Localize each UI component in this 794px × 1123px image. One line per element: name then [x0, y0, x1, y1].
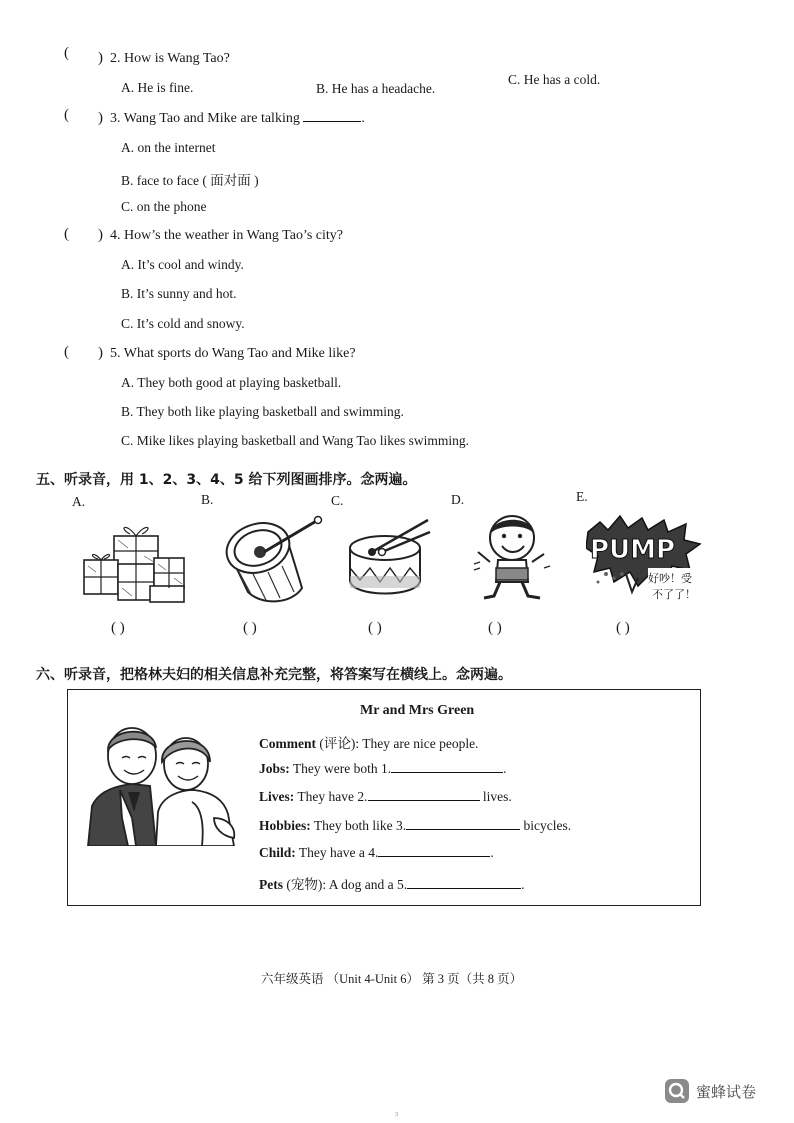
drum-icon	[218, 514, 324, 604]
answer-paren-close: )	[98, 50, 103, 66]
section-6-title: 六、听录音，把格林夫妇的相关信息补充完整，将答案写在横线上。念两遍。	[36, 667, 512, 683]
question-stem: 2. How is Wang Tao?	[110, 51, 230, 66]
answer-paren-close: )	[98, 110, 103, 126]
picture-label-b: B.	[201, 492, 214, 507]
gift-boxes-icon	[78, 518, 190, 606]
question-stem: 3. Wang Tao and Mike are talking .	[110, 111, 365, 126]
answer-paren-close: )	[98, 345, 103, 361]
order-answer-d[interactable]: ( )	[488, 620, 502, 636]
option-b: B. face to face ( 面对面 )	[121, 173, 259, 188]
info-child: Child: They have a 4. .	[259, 845, 494, 860]
option-b: B. He has a headache.	[316, 81, 436, 96]
option-a: A. on the internet	[121, 140, 216, 155]
couple-illustration-icon	[84, 722, 240, 846]
info-jobs: Jobs: They were both 1. .	[259, 761, 507, 776]
picture-label-d: D.	[451, 492, 465, 507]
answer-blank-1[interactable]	[391, 771, 503, 773]
bee-logo-icon	[664, 1078, 690, 1104]
order-answer-c[interactable]: ( )	[368, 620, 382, 636]
info-lives: Lives: They have 2. lives.	[259, 789, 512, 804]
noise-text-2: 不了了！	[652, 588, 696, 601]
option-c: C. on the phone	[121, 199, 207, 214]
pump-word: PUMP	[590, 535, 676, 565]
answer-paren-open: (	[64, 226, 69, 242]
answer-paren-open: (	[64, 107, 69, 123]
page-footer: 六年级英语 （Unit 4-Unit 6） 第 3 页（共 8 页）	[261, 972, 523, 986]
pump-noise-icon	[586, 512, 704, 604]
box-title: Mr and Mrs Green	[360, 703, 475, 718]
info-comment: Comment (评论): They are nice people.	[259, 736, 479, 751]
order-answer-b[interactable]: ( )	[243, 620, 257, 636]
option-a: A. They both good at playing basketball.	[121, 375, 342, 390]
boy-drumming-icon	[470, 512, 552, 602]
answer-blank-3[interactable]	[406, 828, 520, 830]
order-answer-a[interactable]: ( )	[111, 620, 125, 636]
watermark	[664, 1078, 756, 1104]
option-a: A. It’s cool and windy.	[121, 257, 244, 272]
answer-blank-4[interactable]	[378, 855, 490, 857]
option-c: C. He has a cold.	[508, 72, 601, 87]
order-answer-e[interactable]: ( )	[616, 620, 630, 636]
info-hobbies: Hobbies: They both like 3. bicycles.	[259, 818, 572, 833]
drum-with-sticks-icon	[346, 518, 432, 598]
answer-paren-open: (	[64, 45, 69, 61]
question-stem: 4. How’s the weather in Wang Tao’s city?	[110, 228, 343, 243]
page-mark: 3	[395, 1112, 398, 1118]
info-pets: Pets (宠物): A dog and a 5. .	[259, 877, 525, 892]
picture-label-a: A.	[72, 494, 86, 509]
answer-paren-open: (	[64, 344, 69, 360]
picture-label-e: E.	[576, 489, 588, 504]
option-b: B. They both like playing basketball and swimming.	[121, 404, 404, 419]
answer-paren-close: )	[98, 227, 103, 243]
picture-label-c: C.	[331, 493, 344, 508]
option-b: B. It’s sunny and hot.	[121, 286, 237, 301]
option-c: C. Mike likes playing basketball and Wang Tao likes swimming.	[121, 433, 470, 448]
noise-text-1: 好吵！受	[648, 572, 692, 585]
option-c: C. It’s cold and snowy.	[121, 316, 245, 331]
answer-blank-5[interactable]	[407, 887, 521, 889]
answer-blank	[303, 120, 361, 122]
answer-blank-2[interactable]	[368, 799, 480, 801]
watermark-text: 蜜蜂试卷	[696, 1082, 757, 1101]
section-5-title: 五、听录音，用 1、2、3、4、5 给下列图画排序。念两遍。	[36, 472, 417, 488]
green-info-box	[67, 689, 701, 906]
question-stem: 5. What sports do Wang Tao and Mike like?	[110, 346, 356, 361]
option-a: A. He is fine.	[121, 80, 194, 95]
